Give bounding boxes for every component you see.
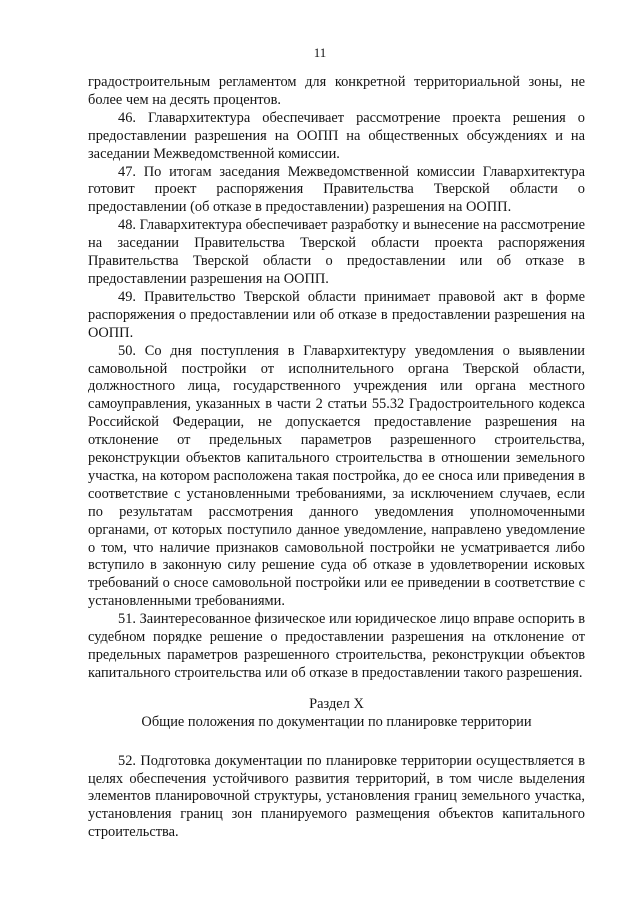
- section-subtitle: Общие положения по документации по планировке территории: [141, 713, 532, 730]
- document-body: [88, 74, 585, 842]
- paragraph-47: 47. По итогам заседания Межведомственной комиссии Главархитектура готовит проект распоряжения Правительства Тверской области о предоставлении (об отказе в предоставлении) разрешения на ООПП.: [88, 163, 585, 216]
- section-title: Раздел X: [309, 695, 364, 712]
- paragraph-50: 50. Со дня поступления в Главархитектуру уведомления о выявлении самовольной постройки от исполнительного органа Тверской области, должностного лица, государственного учреждения или органа местного самоуправления, указанных в части 2 статьи 55.32 Градостроительного кодекса Российской Федерации, не допускается предоставление разрешения на отклонение от предельных параметров разрешенного строительства, реконструкции объектов капитального строительства в отношении земельного участка, на котором расположена такая постройка, до ее сноса или приведения в соответствие с установленными требованиями, за исключением случаев, если по результатам рассмотрения данного уведомления уполномоченными органами, от которых поступило данное уведомление, направлено уведомление о том, что наличие признаков самовольной постройки не усматривается либо вступило в законную силу решение суда об отказе в удовлетворении исковых требований о сносе самовольной постройки или ее приведении в соответствие с установленными требованиями.: [88, 342, 585, 610]
- paragraph-51: 51. Заинтересованное физическое или юридическое лицо вправе оспорить в судебном порядке решение о предоставлении разрешения на отклонение от предельных параметров разрешенного строительства, реконструкции объектов капитального строительства или об отказе в предоставлении такого разрешения.: [88, 611, 585, 681]
- paragraph-continuation: градостроительным регламентом для конкретной территориальной зоны, не более чем на десять процентов.: [88, 74, 585, 108]
- page-number: 11: [313, 45, 327, 60]
- paragraph-49: 49. Правительство Тверской области принимает правовой акт в форме распоряжения о предоставлении или об отказе в предоставлении разрешения на ООПП.: [88, 288, 585, 341]
- paragraph-46: 46. Главархитектура обеспечивает рассмотрение проекта решения о предоставлении разрешения на ООПП на общественных обсуждениях и на заседании Межведомственной комиссии.: [88, 109, 585, 162]
- paragraph-52: 52. Подготовка документации по планировке территории осуществляется в целях обеспечения устойчивого развития территорий, в том числе выделения элементов планировочной структуры, установления границ земельного участка, установления границ зон планируемого размещения объектов капитального строительства.: [88, 752, 585, 841]
- paragraph-48: 48. Главархитектура обеспечивает разработку и вынесение на рассмотрение на заседании Правительства Тверской области проекта распоряжения Правительства Тверской области о предоставлении или об отказе в предоставлении разрешения на ООПП.: [88, 217, 585, 287]
